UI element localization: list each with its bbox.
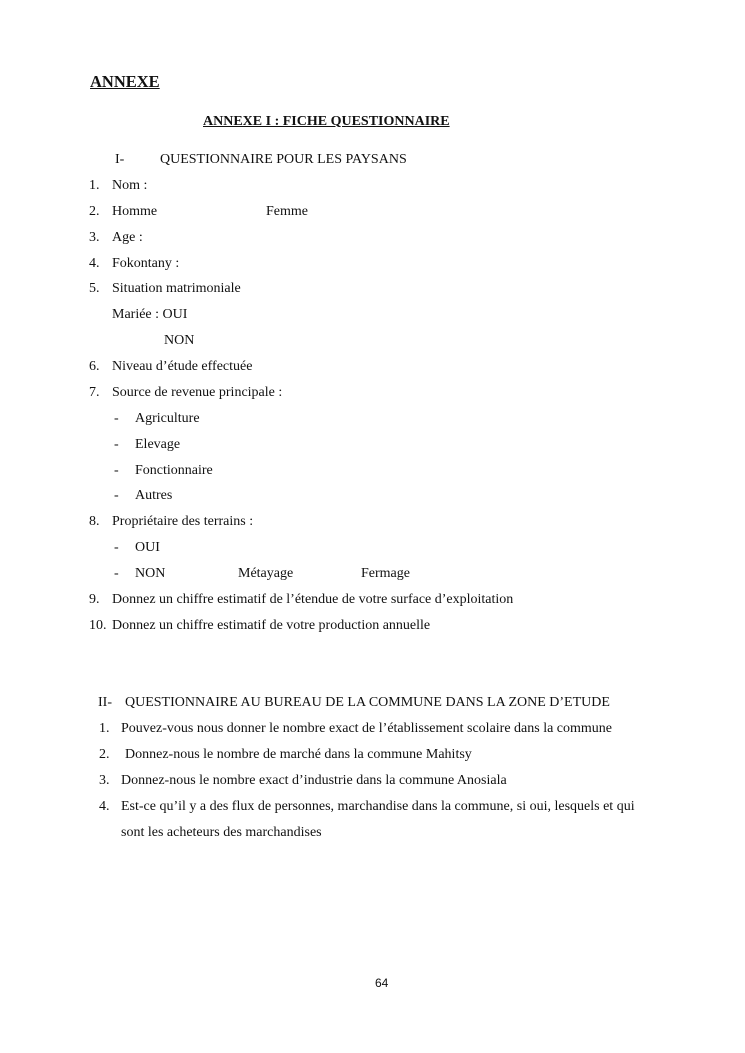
annexe-title: ANNEXE I : FICHE QUESTIONNAIRE [203, 114, 450, 129]
item-mariee-non: NON [164, 333, 195, 348]
option-non: NON [135, 566, 166, 581]
item-fokontany: Fokontany : [112, 256, 180, 271]
option-agriculture: Agriculture [135, 411, 200, 426]
item-number: 4. [99, 799, 110, 814]
option-fonctionnaire: Fonctionnaire [135, 463, 213, 478]
item-homme: Homme [112, 204, 158, 219]
annexe-heading: ANNEXE [90, 72, 160, 91]
item-mariee-oui: Mariée : OUI [112, 307, 188, 322]
dash-bullet: - [114, 488, 119, 503]
item-number: 1. [89, 178, 100, 193]
option-oui: OUI [135, 540, 160, 555]
option-fermage: Fermage [361, 566, 410, 581]
item-production: Donnez un chiffre estimatif de votre production annuelle [112, 618, 431, 633]
item-number: 9. [89, 592, 100, 607]
option-elevage: Elevage [135, 437, 181, 452]
item-number: 7. [89, 385, 100, 400]
item-femme: Femme [266, 204, 308, 219]
item-number: 5. [89, 281, 100, 296]
section2-title: QUESTIONNAIRE AU BUREAU DE LA COMMUNE DANS LA ZONE D’ETUDE [125, 695, 610, 710]
dash-bullet: - [114, 540, 119, 555]
section1-title: QUESTIONNAIRE POUR LES PAYSANS [160, 152, 407, 167]
option-autres: Autres [135, 488, 173, 503]
section1-numeral: I- [115, 152, 125, 167]
dash-bullet: - [114, 566, 119, 581]
question-marches: Donnez-nous le nombre de marché dans la commune Mahitsy [125, 747, 472, 762]
item-nom: Nom : [112, 178, 148, 193]
item-number: 2. [89, 204, 100, 219]
item-number: 3. [99, 773, 110, 788]
item-number: 6. [89, 359, 100, 374]
item-number: 8. [89, 514, 100, 529]
item-number: 4. [89, 256, 100, 271]
dash-bullet: - [114, 411, 119, 426]
dash-bullet: - [114, 463, 119, 478]
item-source: Source de revenue principale : [112, 385, 283, 400]
item-number: 10. [89, 618, 107, 633]
page-number: 64 [375, 976, 389, 990]
question-flux: Est-ce qu’il y a des flux de personnes, marchandise dans la commune, si oui, lesquels et qui [121, 799, 635, 814]
option-metayage: Métayage [238, 566, 294, 581]
section2-numeral: II- [98, 695, 112, 710]
item-age: Age : [112, 230, 143, 245]
item-number: 3. [89, 230, 100, 245]
item-number: 1. [99, 721, 110, 736]
question-ecoles: Pouvez-vous nous donner le nombre exact de l’établissement scolaire dans la commune [121, 721, 613, 736]
item-proprietaire: Propriétaire des terrains : [112, 514, 254, 529]
item-situation: Situation matrimoniale [112, 281, 241, 296]
item-surface: Donnez un chiffre estimatif de l’étendue de votre surface d’exploitation [112, 592, 514, 607]
item-niveau: Niveau d’étude effectuée [112, 359, 253, 374]
question-flux-continuation: sont les acheteurs des marchandises [121, 825, 322, 840]
item-number: 2. [99, 747, 110, 762]
dash-bullet: - [114, 437, 119, 452]
question-industries: Donnez-nous le nombre exact d’industrie dans la commune Anosiala [121, 773, 507, 788]
